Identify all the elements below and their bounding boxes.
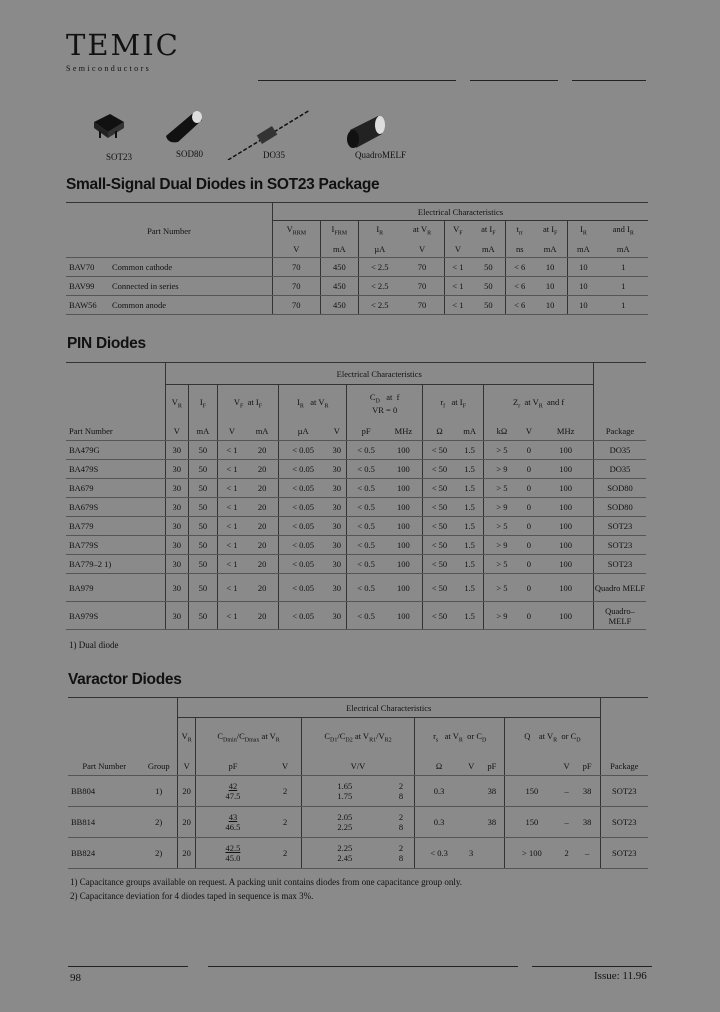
table-cell: 0 — [520, 602, 539, 630]
part-number: BA679S — [66, 498, 165, 517]
package-cell: SOD80 — [594, 479, 647, 498]
table-cell: < 0.5 — [347, 517, 385, 536]
table-cell: < 1 — [217, 536, 246, 555]
table-cell: < 2.5 — [359, 296, 401, 315]
part-number-header: Part Number — [68, 758, 141, 776]
table-cell: 2) — [141, 807, 178, 838]
table-cell: 2) — [141, 838, 178, 869]
table-cell: 20 — [246, 602, 279, 630]
table-row — [68, 838, 648, 869]
table-cell: > 9 — [484, 602, 520, 630]
table-cell: < 0.05 — [279, 602, 328, 630]
table-cell: 1.5 — [456, 498, 484, 517]
table-cell: < 2.5 — [359, 258, 401, 277]
table-cell: < 50 — [423, 574, 456, 602]
page-number: 98 — [70, 972, 81, 984]
table-cell: 2 — [269, 776, 301, 807]
table-cell: < 1 — [217, 555, 246, 574]
table-row — [66, 441, 646, 460]
table-cell: > 5 — [484, 517, 520, 536]
table-cell: < 50 — [423, 498, 456, 517]
table-cell: – — [575, 838, 600, 869]
ratio-voltages: 2 8 — [388, 776, 415, 807]
table-cell: < 50 — [423, 517, 456, 536]
table-cell: 30 — [165, 555, 188, 574]
table-cell: < 6 — [506, 277, 533, 296]
table-cell: < 1 — [217, 441, 246, 460]
varactor-footnote: 1) Capacitance groups available on request. A packing unit contains diodes from one capacitance group only. — [70, 877, 463, 887]
table-cell: < 1 — [217, 498, 246, 517]
table-cell: > 100 — [505, 838, 559, 869]
table-cell: 1.5 — [456, 602, 484, 630]
part-number: BA779 — [66, 517, 165, 536]
table-cell: 30 — [165, 498, 188, 517]
table-cell: 0 — [520, 517, 539, 536]
table-row — [66, 517, 646, 536]
part-number: BA979 — [66, 574, 165, 602]
table-cell: 20 — [177, 838, 196, 869]
table-cell: 70 — [400, 258, 444, 277]
table-cell: < 0.5 — [347, 536, 385, 555]
table-cell: < 50 — [423, 479, 456, 498]
table-cell: 1 — [599, 277, 648, 296]
table-cell: 70 — [273, 296, 321, 315]
table-cell: < 2.5 — [359, 277, 401, 296]
table-cell: 70 — [400, 296, 444, 315]
table-cell: < 50 — [423, 555, 456, 574]
part-number: BA979S — [66, 602, 165, 630]
table-cell: 100 — [385, 602, 423, 630]
table-cell: < 1 — [217, 479, 246, 498]
footer-rule — [68, 966, 188, 967]
package-cell: DO35 — [594, 460, 647, 479]
table-cell: 38 — [575, 776, 600, 807]
table-cell: 100 — [538, 574, 593, 602]
table-cell: > 5 — [484, 574, 520, 602]
configuration: Common anode — [109, 296, 273, 315]
table-cell: 20 — [246, 574, 279, 602]
ratio-range: 1.65 1.75 — [301, 776, 388, 807]
package-cell: SOT23 — [600, 776, 648, 807]
table-cell: < 1 — [217, 517, 246, 536]
part-number: BA779S — [66, 536, 165, 555]
table-cell: < 1 — [217, 602, 246, 630]
table-cell: 20 — [177, 776, 196, 807]
table-cell: 1.5 — [456, 460, 484, 479]
table-cell: 10 — [533, 277, 568, 296]
configuration: Common cathode — [109, 258, 273, 277]
table-cell: 0 — [520, 536, 539, 555]
table-cell: > 5 — [484, 479, 520, 498]
small-signal-title: Small-Signal Dual Diodes in SOT23 Package — [66, 176, 380, 193]
table-cell: 100 — [385, 574, 423, 602]
table-cell: 100 — [538, 479, 593, 498]
table-cell: < 0.05 — [279, 498, 328, 517]
table-cell: 1 — [599, 258, 648, 277]
package-header: Package — [600, 758, 648, 776]
table-cell: 2 — [269, 807, 301, 838]
table-row — [68, 807, 648, 838]
table-cell: 100 — [538, 498, 593, 517]
table-cell: 3 — [463, 838, 479, 869]
table-cell: < 0.05 — [279, 479, 328, 498]
table-cell: 100 — [385, 517, 423, 536]
temic-logo: TEMIC — [66, 28, 180, 62]
table-cell: 0.3 — [415, 776, 463, 807]
table-cell: 50 — [188, 517, 217, 536]
table-cell: BB824 — [68, 838, 141, 869]
table-cell: 100 — [385, 498, 423, 517]
table-row — [66, 555, 646, 574]
electrical-header: Electrical Characteristics — [165, 363, 593, 385]
table-cell: 100 — [385, 460, 423, 479]
ratio-voltages: 2 8 — [388, 838, 415, 869]
table-cell: 100 — [538, 602, 593, 630]
package-label: QuadroMELF — [355, 150, 406, 160]
table-cell: < 0.5 — [347, 574, 385, 602]
table-row — [66, 296, 648, 315]
varactor-table: Electrical Characteristics $V_R$ $C_{Dmin}/C_{Dmax}$ at $V_R$ $C_{D1}/C_{D2}$ at $V_{R1}/V_{R2}$ $r_s$ at $V_R$ or $C_D$ Q at $V_R$ or $C_D$ Part Number Group V pF V V/V Ω V pF V pF Package BB804 1) 20 42 47.5 2 1.65 1.75 2 8 0.3 38 150 – 38 SOT23 BB814 2) 20 43 46.5 2 2.05 2.25 2 8 0.3 38 150 – 38 SOT23 BB824 2) 20 42.5 45.0 2 2.25 2.45 2 8 < 0.3 3 > 100 2 – SOT23 — [68, 697, 648, 869]
table-cell: 100 — [538, 517, 593, 536]
table-cell: < 50 — [423, 460, 456, 479]
table-cell: 0.3 — [415, 807, 463, 838]
table-row — [66, 479, 646, 498]
table-cell: 30 — [165, 479, 188, 498]
table-cell: > 9 — [484, 536, 520, 555]
table-cell: 30 — [327, 536, 347, 555]
header-rule — [470, 80, 558, 81]
table-cell: 0 — [520, 479, 539, 498]
table-cell: 10 — [568, 277, 599, 296]
table-cell: < 1 — [444, 296, 471, 315]
pin-table: Electrical Characteristics $V_R$ $I_F$ $V_F$ at $I_F$ $I_R$ at $V_R$ $C_D$ at f VR = 0 $r_f$ at $I_F$ $Z_r$ at $V_R$ and f Part Number V mA V mA µA V pF MHz Ω mA kΩ V MHz Package BA479G 30 50 < 1 20 < 0.05 30 < 0.5 100 < 50 1.5 > 5 0 100 DO35 BA479S 30 50 < 1 20 < 0.05 30 < 0.5 100 < 50 1.5 > 9 0 100 DO35 BA679 30 50 < 1 20 < 0.05 30 < 0.5 100 < 50 1.5 > 5 0 100 SOD80 BA679S 30 50 < 1 20 < 0.05 30 < 0.5 100 < 50 1.5 > 9 0 100 SOD80 BA779 30 50 < 1 20 < 0.05 30 < 0.5 100 < 50 1.5 > 5 0 100 SOT23 BA779S 30 50 < 1 20 < 0.05 30 < 0.5 100 < 50 1.5 > 9 0 100 SOT23 BA779–2 1) 30 50 < 1 20 < 0.05 30 < 0.5 100 < 50 1.5 > 5 0 100 SOT23 BA979 30 50 < 1 20 < 0.05 30 < 0.5 100 < 50 1.5 > 5 0 100 Quadro MELF BA979S 30 50 < 1 20 < 0.05 30 < 0.5 100 < 50 1.5 > 9 0 100 Quadro–MELF — [66, 362, 646, 630]
table-cell — [463, 807, 479, 838]
table-cell: 50 — [188, 602, 217, 630]
package-cell: Quadro–MELF — [594, 602, 647, 630]
table-cell: 38 — [575, 807, 600, 838]
small-signal-table: Part Number Electrical Characteristics $V_{RRM}$ $I_{FRM}$ $I_R$ at $V_R$ $V_F$ at $I_F$ $t_{rr}$ at $I_F$ $I_R$ and $I_R$ V mA µA V V mA ns mA mA mA BAV70 Common cathode 70 450 < 2.5 70 < 1 50 < 6 10 10 1 BAV99 Connected in series 70 450 < 2.5 70 < 1 50 < 6 10 10 1 BAW56 Common anode 70 450 < 2.5 70 < 1 50 < 6 10 10 1 — [66, 202, 648, 315]
table-cell: 50 — [188, 479, 217, 498]
table-cell: 450 — [320, 258, 358, 277]
table-cell: 450 — [320, 296, 358, 315]
varactor-title: Varactor Diodes — [68, 671, 182, 688]
capacitance-range: 42.5 45.0 — [196, 838, 270, 869]
table-cell: 0 — [520, 498, 539, 517]
table-cell: 50 — [471, 258, 506, 277]
table-cell: < 1 — [217, 574, 246, 602]
table-cell: 20 — [246, 479, 279, 498]
table-cell: 0 — [520, 441, 539, 460]
ratio-range: 2.25 2.45 — [301, 838, 388, 869]
table-cell: 2 — [269, 838, 301, 869]
table-cell: 1) — [141, 776, 178, 807]
table-cell — [479, 838, 504, 869]
table-cell: < 50 — [423, 602, 456, 630]
package-header: Package — [594, 423, 647, 441]
table-cell: 1.5 — [456, 479, 484, 498]
table-cell: 100 — [538, 460, 593, 479]
table-cell: < 0.05 — [279, 555, 328, 574]
table-cell: 70 — [273, 277, 321, 296]
table-cell: 38 — [479, 776, 504, 807]
capacitance-range: 42 47.5 — [196, 776, 270, 807]
table-cell: 10 — [568, 296, 599, 315]
table-cell: 50 — [188, 536, 217, 555]
package-label: SOD80 — [176, 149, 204, 159]
footer-rule — [532, 966, 652, 967]
table-cell: 50 — [188, 441, 217, 460]
table-cell: 20 — [246, 498, 279, 517]
table-cell: 0 — [520, 574, 539, 602]
header-rule — [572, 80, 646, 81]
part-number: BAW56 — [66, 296, 109, 315]
table-cell: > 5 — [484, 441, 520, 460]
electrical-header: Electrical Characteristics — [273, 203, 649, 221]
varactor-footnote: 2) Capacitance deviation for 4 diodes taped in sequence is max 3%. — [70, 891, 314, 901]
table-cell: 150 — [505, 807, 559, 838]
table-cell: 100 — [538, 441, 593, 460]
table-cell: 30 — [165, 460, 188, 479]
table-cell: 0 — [520, 460, 539, 479]
table-row — [66, 536, 646, 555]
package-label: DO35 — [263, 150, 285, 160]
group-header: Group — [141, 758, 178, 776]
table-cell: 100 — [385, 536, 423, 555]
table-cell: < 0.5 — [347, 460, 385, 479]
package-cell: SOT23 — [594, 536, 647, 555]
table-cell: 38 — [479, 807, 504, 838]
table-cell: < 0.5 — [347, 602, 385, 630]
package-cell: SOT23 — [600, 838, 648, 869]
part-number: BA779–2 1) — [66, 555, 165, 574]
issue-date: Issue: 11.96 — [594, 970, 647, 982]
table-cell: 30 — [327, 479, 347, 498]
table-cell: 50 — [188, 460, 217, 479]
logo-subtitle: Semiconductors — [66, 64, 152, 73]
pin-title: PIN Diodes — [67, 335, 146, 352]
table-cell: 20 — [177, 807, 196, 838]
sot23-package-icon — [94, 114, 124, 138]
table-cell: < 0.05 — [279, 460, 328, 479]
table-cell: < 50 — [423, 441, 456, 460]
table-cell: 20 — [246, 517, 279, 536]
table-cell: < 6 — [506, 296, 533, 315]
table-cell: 1.5 — [456, 517, 484, 536]
header-rule — [258, 80, 456, 81]
table-cell: – — [558, 776, 574, 807]
table-cell: 30 — [327, 441, 347, 460]
part-number: BAV70 — [66, 258, 109, 277]
table-cell: 100 — [538, 536, 593, 555]
sod80-package-icon — [166, 111, 202, 142]
part-number: BA479G — [66, 441, 165, 460]
footer-rule — [208, 966, 518, 967]
table-cell: BB814 — [68, 807, 141, 838]
table-cell: 30 — [165, 602, 188, 630]
table-cell: > 9 — [484, 498, 520, 517]
table-cell: > 5 — [484, 555, 520, 574]
part-number: BA479S — [66, 460, 165, 479]
table-cell: 20 — [246, 536, 279, 555]
table-cell: < 6 — [506, 258, 533, 277]
table-cell: < 0.05 — [279, 536, 328, 555]
table-cell: 70 — [273, 258, 321, 277]
table-row — [66, 602, 646, 630]
ratio-range: 2.05 2.25 — [301, 807, 388, 838]
ratio-voltages: 2 8 — [388, 807, 415, 838]
table-cell: 150 — [505, 776, 559, 807]
package-cell: SOT23 — [594, 517, 647, 536]
table-cell: 1.5 — [456, 441, 484, 460]
table-cell: 50 — [188, 498, 217, 517]
part-number: BAV99 — [66, 277, 109, 296]
table-cell: 10 — [568, 258, 599, 277]
table-cell: 70 — [400, 277, 444, 296]
package-cell: SOT23 — [600, 807, 648, 838]
table-cell: BB804 — [68, 776, 141, 807]
table-cell: 10 — [533, 258, 568, 277]
table-cell: 50 — [471, 296, 506, 315]
table-cell: 30 — [327, 602, 347, 630]
table-cell: < 0.5 — [347, 441, 385, 460]
table-cell: < 0.3 — [415, 838, 463, 869]
package-cell: SOT23 — [594, 555, 647, 574]
table-row — [66, 258, 648, 277]
table-cell: < 0.05 — [279, 574, 328, 602]
part-number-header: Part Number — [66, 423, 165, 441]
table-cell: 20 — [246, 460, 279, 479]
table-row — [68, 776, 648, 807]
table-cell: 1.5 — [456, 574, 484, 602]
table-cell: 20 — [246, 555, 279, 574]
table-row — [66, 498, 646, 517]
capacitance-range: 43 46.5 — [196, 807, 270, 838]
table-cell: 0 — [520, 555, 539, 574]
table-cell: – — [558, 807, 574, 838]
table-cell: 100 — [385, 555, 423, 574]
table-cell: 100 — [538, 555, 593, 574]
table-cell: < 1 — [444, 277, 471, 296]
part-number-header: Part Number — [66, 203, 273, 241]
table-cell: 30 — [327, 460, 347, 479]
table-cell: < 0.05 — [279, 517, 328, 536]
table-cell: 50 — [471, 277, 506, 296]
package-cell: Quadro MELF — [594, 574, 647, 602]
table-cell: < 1 — [444, 258, 471, 277]
table-cell: < 1 — [217, 460, 246, 479]
table-cell: 1.5 — [456, 555, 484, 574]
table-cell: 30 — [327, 498, 347, 517]
table-cell — [463, 776, 479, 807]
table-cell: 2 — [558, 838, 574, 869]
table-cell: 1 — [599, 296, 648, 315]
table-cell: 30 — [327, 517, 347, 536]
table-cell: 30 — [327, 555, 347, 574]
quadromelf-package-icon — [347, 116, 385, 148]
table-cell: < 0.5 — [347, 479, 385, 498]
table-cell: 100 — [385, 441, 423, 460]
table-cell: < 0.05 — [279, 441, 328, 460]
table-cell: 100 — [385, 479, 423, 498]
configuration: Connected in series — [109, 277, 273, 296]
package-label: SOT23 — [106, 152, 133, 162]
table-cell: 30 — [165, 441, 188, 460]
table-cell: 50 — [188, 574, 217, 602]
table-row — [66, 460, 646, 479]
table-row — [66, 277, 648, 296]
package-cell: SOD80 — [594, 498, 647, 517]
table-cell: 30 — [165, 536, 188, 555]
table-cell: < 50 — [423, 536, 456, 555]
table-cell: < 0.5 — [347, 555, 385, 574]
table-cell: 1.5 — [456, 536, 484, 555]
table-cell: 10 — [533, 296, 568, 315]
table-cell: 20 — [246, 441, 279, 460]
part-number: BA679 — [66, 479, 165, 498]
table-cell: > 9 — [484, 460, 520, 479]
table-cell: 50 — [188, 555, 217, 574]
table-cell: 30 — [165, 517, 188, 536]
table-row — [66, 574, 646, 602]
pin-footnote: 1) Dual diode — [69, 640, 119, 650]
electrical-header: Electrical Characteristics — [177, 698, 600, 718]
table-cell: 450 — [320, 277, 358, 296]
package-cell: DO35 — [594, 441, 647, 460]
table-cell: < 0.5 — [347, 498, 385, 517]
table-cell: 30 — [327, 574, 347, 602]
table-cell: 30 — [165, 574, 188, 602]
